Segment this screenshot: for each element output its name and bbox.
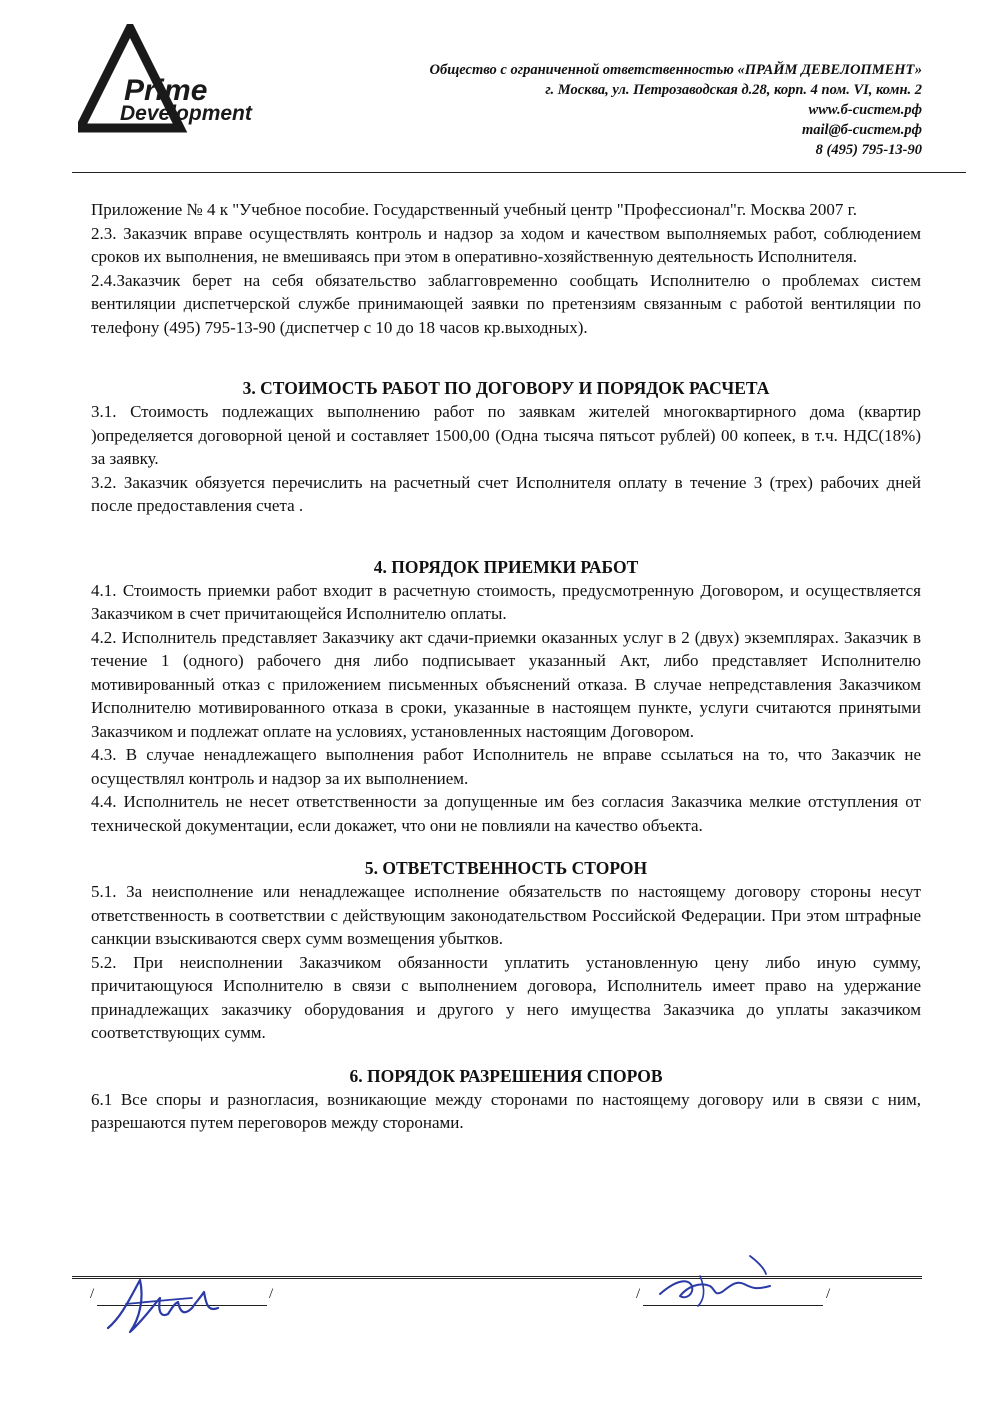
paragraph-2-3: 2.3. Заказчик вправе осуществлять контроль и надзор за ходом и качеством выполняемых работ, соблюдением сроков их выполнения, не вмешиваясь при этом в оперативно-хозяйственную деятельность Исполнителя. xyxy=(91,223,921,266)
paragraph-3-1: 3.1. Стоимость подлежащих выполнению работ по заявкам жителей многоквартирного дома (квартир )определяется договорной ценой и составляет 1500,00 (Одна тысяча пятьсот рублей) 00 копеек, в т.ч. НДС(18%) за заявку. xyxy=(91,402,921,468)
header-divider xyxy=(72,172,966,173)
right-signature-slash-open: / xyxy=(636,1286,641,1302)
paragraph-appendix: Приложение № 4 к "Учебное пособие. Государственный учебный центр "Профессионал"г. Москва 2007 г. xyxy=(91,200,857,219)
right-signature-slash-close: / xyxy=(826,1286,831,1302)
section-5-heading: 5. ОТВЕТСТВЕННОСТЬ СТОРОН xyxy=(364,858,648,878)
document-body xyxy=(91,198,921,1135)
paragraph-5-1: 5.1. За неисполнение или ненадлежащее исполнение обязательств по настоящему договору стороны несут ответственность в соответствии с действующим законодательством Российской Федерации. При этом штрафные санкции взыскиваются сверх сумм возмещения убытков. xyxy=(91,882,921,948)
paragraph-4-1: 4.1. Стоимость приемки работ входит в расчетную стоимость, предусмотренную Договором, и осуществляется Заказчиком в счет причитающейся Исполнителю оплаты. xyxy=(91,580,921,623)
left-signature-slash-open: / xyxy=(90,1286,95,1302)
paragraph-5-2: 5.2. При неисполнении Заказчиком обязанности уплатить установленную цену либо иную сумму, причитающуюся Исполнителю в связи с выполнением договора, Исполнитель имеет право на удержание принадлежащих заказчику оборудования и другого у него имущества Заказчика до уплаты заказчиком соответствующих сумм. xyxy=(91,952,921,1042)
paragraph-4-3: 4.3. В случае ненадлежащего выполнения работ Исполнитель не вправе ссылаться на то, что Заказчик не осуществлял контроль и надзор за их выполнением. xyxy=(91,745,921,788)
section-4-heading: 4. ПОРЯДОК ПРИЕМКИ РАБОТ xyxy=(373,556,639,577)
section-3-heading: 3. СТОИМОСТЬ РАБОТ ПО ДОГОВОРУ И ПОРЯДОК РАСЧЕТА xyxy=(242,378,770,398)
paragraph-3-2: 3.2. Заказчик обязуется перечислить на расчетный счет Исполнителя оплату в течение 3 (трех) рабочих дней после предоставления счета . xyxy=(91,472,921,515)
logo-text-prime: Prime xyxy=(124,74,208,107)
company-email: mail@б-систем.рф xyxy=(801,122,922,138)
company-name: Общество с ограниченной ответственностью «ПРАЙМ ДЕВЕЛОПМЕНТ» xyxy=(429,62,922,78)
company-phone: 8 (495) 795-13-90 xyxy=(815,142,922,158)
prime-development-logo xyxy=(78,24,260,134)
paragraph-2-4: 2.4.Заказчик берет на себя обязательство заблагговременно сообщать Исполнителю о проблемах систем вентиляции диспетчерской службе принимающей заявки по претензиям связанным с работой вентиляции по телефону (495) 795-13-90 (диспетчер с 10 до 18 часов кр.выходных). xyxy=(91,270,921,337)
left-signature-slash-close: / xyxy=(269,1286,274,1302)
company-header xyxy=(430,60,922,160)
right-handwritten-signature xyxy=(640,1250,790,1310)
logo-text-development: Development xyxy=(120,102,252,125)
paragraph-6-1: 6.1 Все споры и разногласия, возникающие между сторонами по настоящему договору или в связи с ним, разрешаются путем переговоров между сторонами. xyxy=(91,1089,921,1132)
paragraph-4-2: 4.2. Исполнитель представляет Заказчику акт сдачи-приемки оказанных услуг в 2 (двух) экземплярах. Заказчик в течение 1 (одного) рабочего дня либо подписывает указанный Акт, либо представляет Исполнителю мотивированный отказ с приложением письменных объяснений отказа. В случае непредставления Заказчиком Исполнителю мотивированного отказа в сроки, указанные в настоящем пункте, услуги считаются принятыми Заказчиком и подлежат оплате на условиях, установленных настоящим Договором. xyxy=(91,627,921,741)
company-website: www.б-систем.рф xyxy=(808,102,922,118)
left-handwritten-signature xyxy=(100,1268,230,1340)
section-6-heading: 6. ПОРЯДОК РАЗРЕШЕНИЯ СПОРОВ xyxy=(349,1065,663,1086)
company-address: г. Москва, ул. Петрозаводская д.28, корп. 4 пом. VI, комн. 2 xyxy=(545,82,922,98)
paragraph-4-4: 4.4. Исполнитель не несет ответственности за допущенные им без согласия Заказчика мелкие отступления от технической документации, если докажет, что они не повлияли на качество объекта. xyxy=(91,792,921,835)
